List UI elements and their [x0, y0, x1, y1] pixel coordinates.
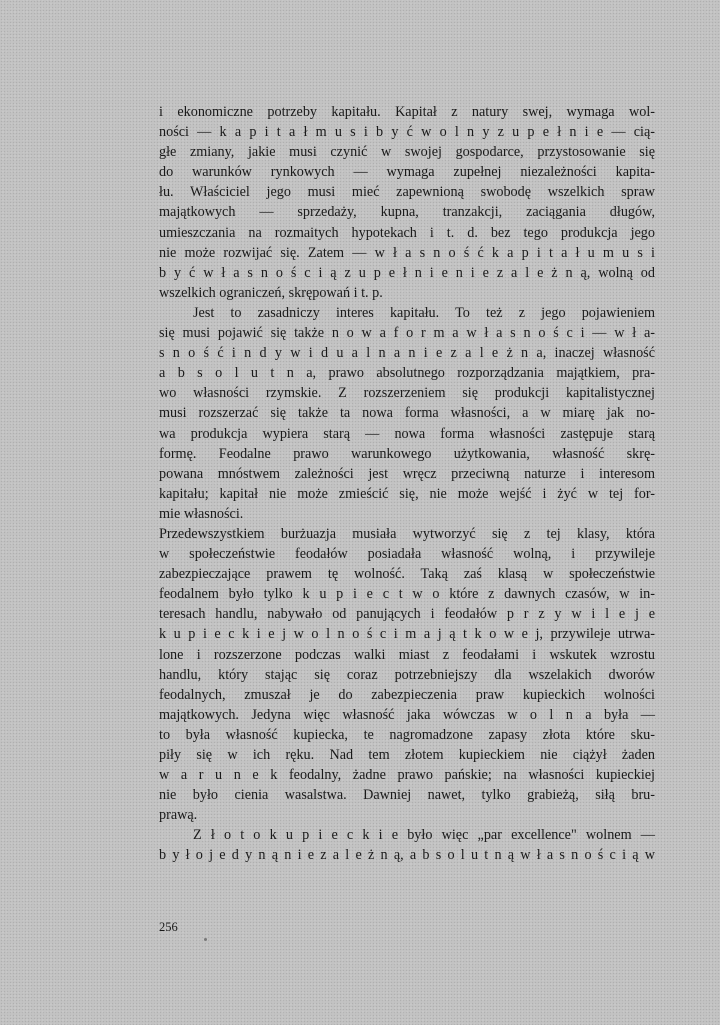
text-line: łu. Właściciel jego musi mieć zapewnioną swobodę wszelkich spraw	[159, 184, 655, 201]
text-line: k u p i e c k i e j w o l n o ś c i m a j ą t k o w e j, przywileje utrwa-	[159, 626, 655, 643]
text-line: musi rozszerzać się także ta nowa forma własności, a w miarę jak no-	[159, 405, 655, 422]
text-line: nie może rozwijać się. Zatem — w ł a s n o ś ć k a p i t a ł u m u s i	[159, 244, 655, 261]
text-line: Jest to zasadniczy interes kapitału. To też z jego pojawieniem	[193, 304, 655, 321]
page-number: 256	[159, 920, 178, 934]
scan-speck	[204, 938, 207, 941]
text-line: b y ł o j e d y n ą n i e z a l e ż n ą, a b s o l u t n ą w ł a s n o ś c i ą w	[159, 847, 655, 864]
text-line: majątkowych. Jedyna więc własność jaka wówczas w o l n a była —	[159, 706, 655, 723]
text-line: zabezpieczające prawem tę wolność. Taką zaś klasą w społeczeństwie	[159, 566, 655, 583]
text-line: a b s o l u t n a, prawo absolutnego rozporządzania majątkiem, pra-	[159, 365, 655, 382]
text-line: umieszczania na rozmaitych hypotekach i t. d. bez tego produkcja jego	[159, 224, 655, 241]
text-line: Z ł o t o k u p i e c k i e było więc „par excellence" wolnem —	[193, 827, 655, 844]
text-line: s n o ś ć i n d y w i d u a l n a n i e z a l e ż n a, inaczej własność	[159, 345, 655, 362]
text-line: wa produkcja wypiera starą — nowa forma własności zastępuje starą	[159, 425, 655, 442]
text-line: to była własność kupiecka, te nagromadzone zapasy złota które sku-	[159, 726, 655, 743]
text-line: do warunków rynkowych — wymaga zupełnej niezależności kapita-	[159, 164, 655, 181]
text-line: piły się w ich ręku. Nad tem złotem kupieckiem nie ciążył żaden	[159, 747, 655, 763]
text-line: wszelkich ograniczeń, skrępowań i t. p.	[159, 284, 383, 301]
text-line: ności — k a p i t a ł m u s i b y ć w o l n y z u p e ł n i e — cią-	[159, 124, 655, 141]
text-line: powana mnóstwem zależności jest wręcz przeciwną naturze i interesom	[159, 465, 655, 482]
text-line: feodalnych, zmuszał je do zabezpieczenia praw kupieckich wolności	[159, 686, 655, 703]
text-line: i ekonomiczne potrzeby kapitału. Kapitał z natury swej, wymaga wol-	[159, 104, 655, 120]
text-line: w a r u n e k feodalny, żadne prawo pańskie; na własności kupieckiej	[159, 767, 655, 784]
text-line: nie było cienia wasalstwa. Dawniej nawet, tylko grabieżą, siłą bru-	[159, 787, 655, 804]
text-line: formę. Feodalne prawo warunkowego użytkowania, własność skrę-	[159, 445, 655, 462]
text-line: b y ć w ł a s n o ś c i ą z u p e ł n i e n i e z a l e ż n ą, wolną od	[159, 264, 655, 281]
body-text	[159, 102, 655, 866]
text-line: majątkowych — sprzedaży, kupna, tranzakcji, zaciągania długów,	[159, 204, 655, 221]
text-line: głe zmiany, jakie musi czynić w swojej gospodarce, przystosowanie się	[159, 144, 655, 161]
text-line: wo własności rzymskie. Z rozszerzeniem się produkcji kapitalistycznej	[159, 385, 655, 402]
text-line: lone i rozszerzone podczas walki miast z feodałami i wskutek wzrostu	[159, 646, 655, 663]
text-line: feodalnem było tylko k u p i e c t w o które z dawnych czasów, w in-	[159, 586, 655, 603]
text-line: mie własności.	[159, 505, 244, 522]
text-line: się musi pojawić się także n o w a f o r m a w ł a s n o ś c i — w ł a-	[159, 325, 655, 342]
text-line: prawą.	[159, 807, 198, 824]
text-line: handlu, który stając się coraz potrzebniejszy dla wszelakich dworów	[159, 666, 655, 683]
text-line: teresach handlu, nabywało od panujących i feodałów p r z y w i l e j e	[159, 606, 655, 623]
text-line: Przedewszystkiem burżuazja musiała wytworzyć się z tej klasy, która	[159, 525, 655, 542]
text-line: w społeczeństwie feodałów posiadała własność wolną, i przywileje	[159, 546, 655, 563]
text-line: kapitału; kapitał nie może zmieścić się, nie może wejść i żyć w tej for-	[159, 485, 655, 502]
